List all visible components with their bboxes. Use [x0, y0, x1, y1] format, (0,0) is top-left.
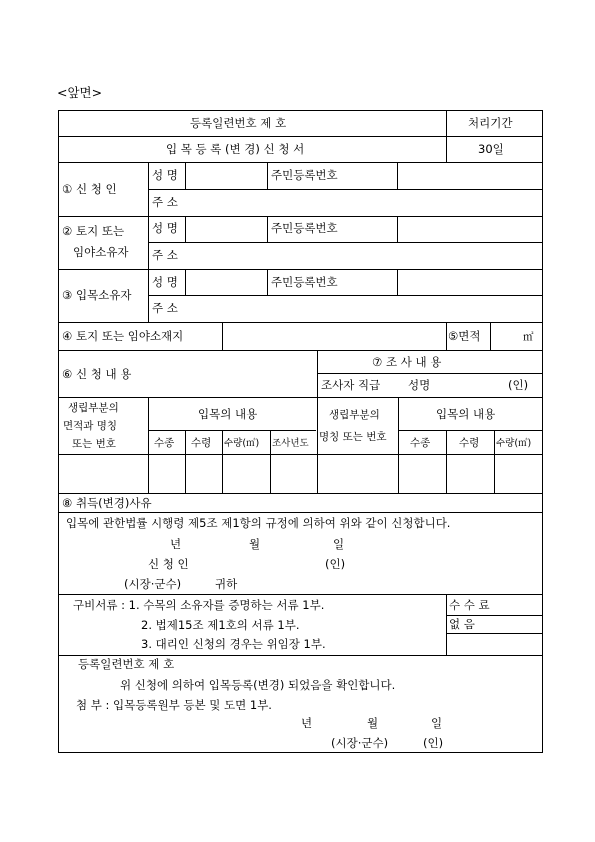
species2-header: 수종: [410, 437, 431, 449]
survey-year-header: 조사년도: [272, 438, 309, 449]
rule: [58, 493, 543, 494]
rule: [317, 373, 543, 374]
part2-cell[interactable]: [318, 455, 397, 492]
rule: [58, 594, 543, 595]
confirmation-serial: 등록일련번호 제 호: [78, 657, 175, 671]
volume-header: 수량(㎥): [224, 438, 260, 449]
confirmation-day: 일: [431, 716, 443, 730]
rule: [58, 136, 543, 137]
tree-owner-address-field[interactable]: [186, 296, 541, 321]
area-label: ⑤면적: [448, 329, 481, 343]
statement-authority: (시장·군수): [124, 577, 182, 591]
investigator-rank-label: 조사자 직급: [321, 378, 381, 392]
documents-item3: 3. 대리인 신청의 경우는 위임장 1부.: [141, 637, 326, 651]
rule: [446, 110, 447, 162]
land-owner-address-label: 주 소: [152, 248, 178, 262]
applicant-label: ① 신 청 인: [62, 182, 117, 196]
applicant-name-field[interactable]: [186, 163, 266, 188]
applicant-id-label: 주민등록번호: [271, 168, 338, 182]
rule: [58, 350, 543, 351]
front-side-label: <앞면>: [57, 85, 103, 100]
survey-label: ⑦ 조 사 내 용: [372, 355, 442, 369]
tree-owner-name-field[interactable]: [186, 270, 266, 294]
rule: [58, 397, 543, 398]
investigator-name-label: 성명: [408, 378, 431, 392]
species-header: 수종: [154, 437, 175, 449]
confirmation-year: 년: [301, 716, 313, 730]
part-cell[interactable]: [59, 455, 147, 492]
rule: [148, 162, 149, 322]
age-cell[interactable]: [186, 455, 221, 492]
tree-owner-id-field[interactable]: [398, 270, 541, 294]
documents-item2: 2. 법제15조 제1호의 서류 1부.: [141, 618, 300, 632]
serial-number-label: 등록일련번호 제 호: [190, 116, 287, 130]
part2-header-line2: 명칭 또는 번호: [319, 431, 387, 443]
land-owner-name-field[interactable]: [186, 217, 266, 241]
tree-owner-id-label: 주민등록번호: [271, 275, 338, 289]
area-unit: ㎡: [523, 331, 534, 343]
processing-period-value: 30일: [478, 142, 504, 156]
rule: [267, 216, 268, 242]
applicant-address-field[interactable]: [186, 190, 541, 215]
statement-year: 년: [170, 537, 182, 551]
survey-year-cell[interactable]: [271, 455, 316, 492]
request-label: ⑥ 신 청 내 용: [62, 367, 132, 381]
rule: [446, 633, 543, 634]
tree-owner-address-label: 주 소: [152, 301, 178, 315]
volume2-header: 수량(㎥): [496, 438, 532, 449]
rule: [267, 269, 268, 295]
age-header: 수령: [191, 437, 212, 449]
tree-content-header: 입목의 내용: [198, 407, 258, 421]
statement-seal: (인): [325, 557, 346, 571]
location-field[interactable]: [223, 323, 445, 349]
land-owner-id-label: 주민등록번호: [271, 221, 338, 235]
form-title: 입 목 등 록 (변 경) 신 청 서: [166, 142, 305, 156]
applicant-name-label: 성 명: [152, 168, 178, 182]
fee-value: 없 음: [449, 617, 475, 631]
rule: [398, 430, 543, 431]
rule: [446, 322, 447, 350]
rule: [58, 110, 543, 111]
part2-header-line1: 생립부분의: [329, 409, 380, 421]
tree-content2-header: 입목의 내용: [436, 407, 496, 421]
rule: [58, 110, 59, 752]
applicant-address-label: 주 소: [152, 195, 178, 209]
reason-label: ⑧ 취득(변경)사유: [62, 496, 152, 510]
land-owner-id-field[interactable]: [398, 217, 541, 241]
volume2-cell[interactable]: [495, 455, 541, 492]
statement-day: 일: [333, 537, 345, 551]
confirmation-seal: (인): [423, 736, 444, 750]
tree-owner-label: ③ 입목소유자: [62, 288, 132, 302]
statement-month: 월: [249, 537, 261, 551]
land-owner-name-label: 성 명: [152, 221, 178, 235]
part-header-line1: 생립부분의: [68, 402, 119, 414]
location-label: ④ 토지 또는 임야소재지: [62, 329, 184, 343]
statement-text: 입목에 관한법률 시행령 제5조 제1항의 규정에 의하여 위와 같이 신청합니다.: [66, 516, 451, 530]
rule: [542, 110, 543, 752]
land-owner-label-line2: 임야소유자: [73, 245, 129, 259]
statement-applicant: 신 청 인: [148, 557, 189, 571]
investigator-seal: (인): [508, 378, 529, 392]
rule: [446, 615, 543, 616]
rule: [58, 655, 543, 656]
age2-cell[interactable]: [447, 455, 493, 492]
processing-period-label: 처리기간: [468, 116, 513, 130]
rule: [58, 512, 543, 513]
rule: [148, 430, 316, 431]
land-owner-address-field[interactable]: [186, 243, 541, 268]
applicant-id-field[interactable]: [398, 163, 541, 188]
age2-header: 수령: [459, 437, 480, 449]
volume-cell[interactable]: [223, 455, 269, 492]
species2-cell[interactable]: [399, 455, 445, 492]
land-owner-label: ② 토지 또는: [62, 224, 125, 238]
rule: [58, 752, 543, 753]
confirmation-attachment: 첨 부 : 입목등록원부 등본 및 도면 1부.: [76, 698, 272, 712]
confirmation-month: 월: [367, 716, 379, 730]
tree-owner-name-label: 성 명: [152, 275, 178, 289]
rule: [267, 162, 268, 189]
documents-item1: 구비서류 : 1. 수목의 소유자를 증명하는 서류 1부.: [73, 598, 325, 612]
part-header-line3: 또는 번호: [72, 438, 116, 450]
confirmation-authority: (시장·군수): [331, 736, 389, 750]
fee-label: 수 수 료: [449, 598, 490, 612]
rule: [446, 594, 447, 655]
part-header-line2: 면적과 명칭: [63, 420, 118, 432]
confirmation-text: 위 신청에 의하여 입목등록(변경) 되었음을 확인합니다.: [120, 678, 396, 692]
species-cell[interactable]: [149, 455, 184, 492]
statement-addressee: 귀하: [215, 577, 238, 591]
